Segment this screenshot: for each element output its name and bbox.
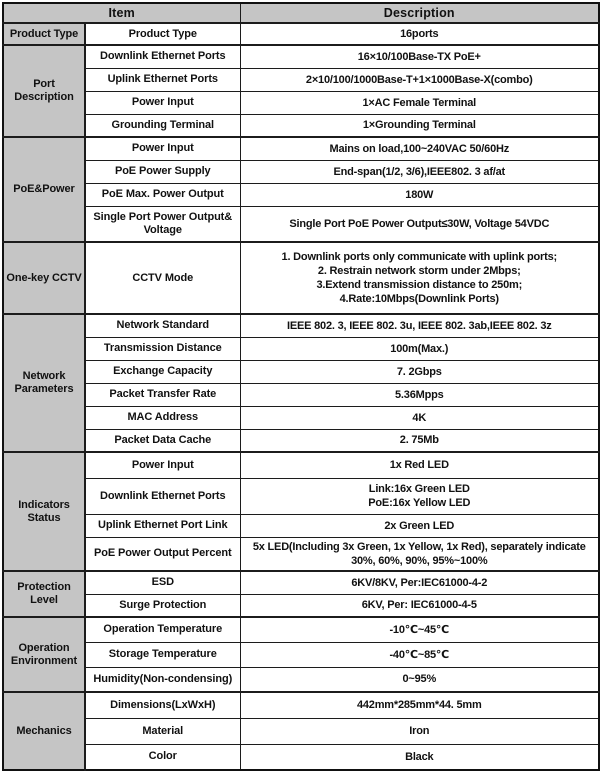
column-header-description: Description	[240, 3, 599, 23]
item-cell: MAC Address	[85, 406, 240, 429]
spec-row	[3, 91, 599, 114]
item-cell: Downlink Ethernet Ports	[85, 478, 240, 514]
description-cell: 2×10/100/1000Base-T+1×1000Base-X(combo)	[240, 68, 599, 91]
description-cell: 7. 2Gbps	[240, 360, 599, 383]
spec-row	[3, 667, 599, 692]
spec-row	[3, 478, 599, 514]
spec-row	[3, 23, 599, 45]
spec-row	[3, 718, 599, 744]
category-cell-operation-environment: Operation Environment	[3, 617, 85, 692]
description-cell: 6KV, Per: IEC61000-4-5	[240, 594, 599, 617]
spec-row	[3, 160, 599, 183]
description-cell: 180W	[240, 183, 599, 206]
description-line: PoE:16x Yellow LED	[368, 497, 471, 509]
spec-row	[3, 337, 599, 360]
description-cell: Black	[240, 744, 599, 770]
description-cell: 2x Green LED	[240, 514, 599, 537]
item-cell: Uplink Ethernet Port Link	[85, 514, 240, 537]
item-cell: Operation Temperature	[85, 617, 240, 642]
spec-row	[3, 383, 599, 406]
description-cell: 6KV/8KV, Per:IEC61000-4-2	[240, 571, 599, 594]
description-cell: 442mm*285mm*44. 5mm	[240, 692, 599, 718]
item-cell: Surge Protection	[85, 594, 240, 617]
spec-row	[3, 114, 599, 137]
item-cell: Color	[85, 744, 240, 770]
item-cell: Packet Transfer Rate	[85, 383, 240, 406]
spec-row	[3, 744, 599, 770]
item-cell: Dimensions(LxWxH)	[85, 692, 240, 718]
spec-row	[3, 642, 599, 667]
description-line: 5x LED(Including 3x Green, 1x Yellow, 1x Red), separately indicate	[252, 540, 586, 553]
item-cell: Product Type	[85, 23, 240, 45]
item-cell: Single Port Power Output& Voltage	[85, 206, 240, 242]
description-cell: -40℃~85℃	[240, 642, 599, 667]
item-cell: Downlink Ethernet Ports	[85, 45, 240, 68]
item-cell: Storage Temperature	[85, 642, 240, 667]
description-cell: 16ports	[240, 23, 599, 45]
item-cell: PoE Power Supply	[85, 160, 240, 183]
item-cell: ESD	[85, 571, 240, 594]
spec-table	[2, 2, 600, 771]
table-header-row	[3, 3, 599, 23]
item-cell: Uplink Ethernet Ports	[85, 68, 240, 91]
description-cell: 0~95%	[240, 667, 599, 692]
spec-row	[3, 617, 599, 642]
description-cell: Mains on load,100~240VAC 50/60Hz	[240, 137, 599, 160]
description-cell: 1×Grounding Terminal	[240, 114, 599, 137]
item-cell: Transmission Distance	[85, 337, 240, 360]
description-cell: 16×10/100Base-TX PoE+	[240, 45, 599, 68]
item-cell: Material	[85, 718, 240, 744]
description-cell: 4K	[240, 406, 599, 429]
category-cell-one-key-cctv: One-key CCTV	[3, 242, 85, 314]
item-cell: PoE Max. Power Output	[85, 183, 240, 206]
description-cell: End-span(1/2, 3/6),IEEE802. 3 af/at	[240, 160, 599, 183]
spec-row	[3, 360, 599, 383]
description-cell: 1x Red LED	[240, 452, 599, 478]
description-cell	[240, 478, 599, 514]
spec-row	[3, 183, 599, 206]
description-cell: IEEE 802. 3, IEEE 802. 3u, IEEE 802. 3ab,IEEE 802. 3z	[240, 314, 599, 337]
description-line: 4.Rate:10Mbps(Downlink Ports)	[339, 293, 499, 305]
description-cell	[240, 537, 599, 571]
description-cell: 100m(Max.)	[240, 337, 599, 360]
column-header-item: Item	[3, 3, 240, 23]
spec-row	[3, 68, 599, 91]
spec-row	[3, 537, 599, 571]
spec-row	[3, 314, 599, 337]
category-cell-protection-level: Protection Level	[3, 571, 85, 617]
description-line: 30%, 60%, 90%, 95%~100%	[351, 554, 488, 567]
description-line: Link:16x Green LED	[368, 483, 470, 495]
item-cell: Humidity(Non-condensing)	[85, 667, 240, 692]
spec-row	[3, 137, 599, 160]
spec-row	[3, 406, 599, 429]
spec-row	[3, 429, 599, 452]
description-line: 2. Restrain network storm under 2Mbps;	[317, 265, 521, 277]
item-cell: CCTV Mode	[85, 242, 240, 314]
item-cell: Exchange Capacity	[85, 360, 240, 383]
item-cell: Power Input	[85, 452, 240, 478]
description-cell	[240, 242, 599, 314]
description-line: 1. Downlink ports only communicate with uplink ports;	[281, 251, 557, 263]
spec-row	[3, 242, 599, 314]
description-cell: 2. 75Mb	[240, 429, 599, 452]
description-cell: Single Port PoE Power Output≤30W, Voltage 54VDC	[240, 206, 599, 242]
spec-row	[3, 206, 599, 242]
description-cell: 1×AC Female Terminal	[240, 91, 599, 114]
category-cell-port-description: Port Description	[3, 45, 85, 137]
description-cell: Iron	[240, 718, 599, 744]
item-cell: Power Input	[85, 91, 240, 114]
spec-row	[3, 571, 599, 594]
spec-row	[3, 45, 599, 68]
item-cell: Network Standard	[85, 314, 240, 337]
spec-row	[3, 594, 599, 617]
description-cell: 5.36Mpps	[240, 383, 599, 406]
spec-row	[3, 692, 599, 718]
item-cell: PoE Power Output Percent	[85, 537, 240, 571]
item-cell: Power Input	[85, 137, 240, 160]
spec-row	[3, 452, 599, 478]
item-cell: Grounding Terminal	[85, 114, 240, 137]
category-cell-poe-power: PoE&Power	[3, 137, 85, 242]
category-cell-network-parameters: Network Parameters	[3, 314, 85, 452]
spec-row	[3, 514, 599, 537]
category-cell-indicators-status: Indicators Status	[3, 452, 85, 571]
category-cell-mechanics: Mechanics	[3, 692, 85, 770]
description-line: 3.Extend transmission distance to 250m;	[316, 279, 523, 291]
category-cell-product-type: Product Type	[3, 23, 85, 45]
item-cell: Packet Data Cache	[85, 429, 240, 452]
description-cell: -10℃~45℃	[240, 617, 599, 642]
